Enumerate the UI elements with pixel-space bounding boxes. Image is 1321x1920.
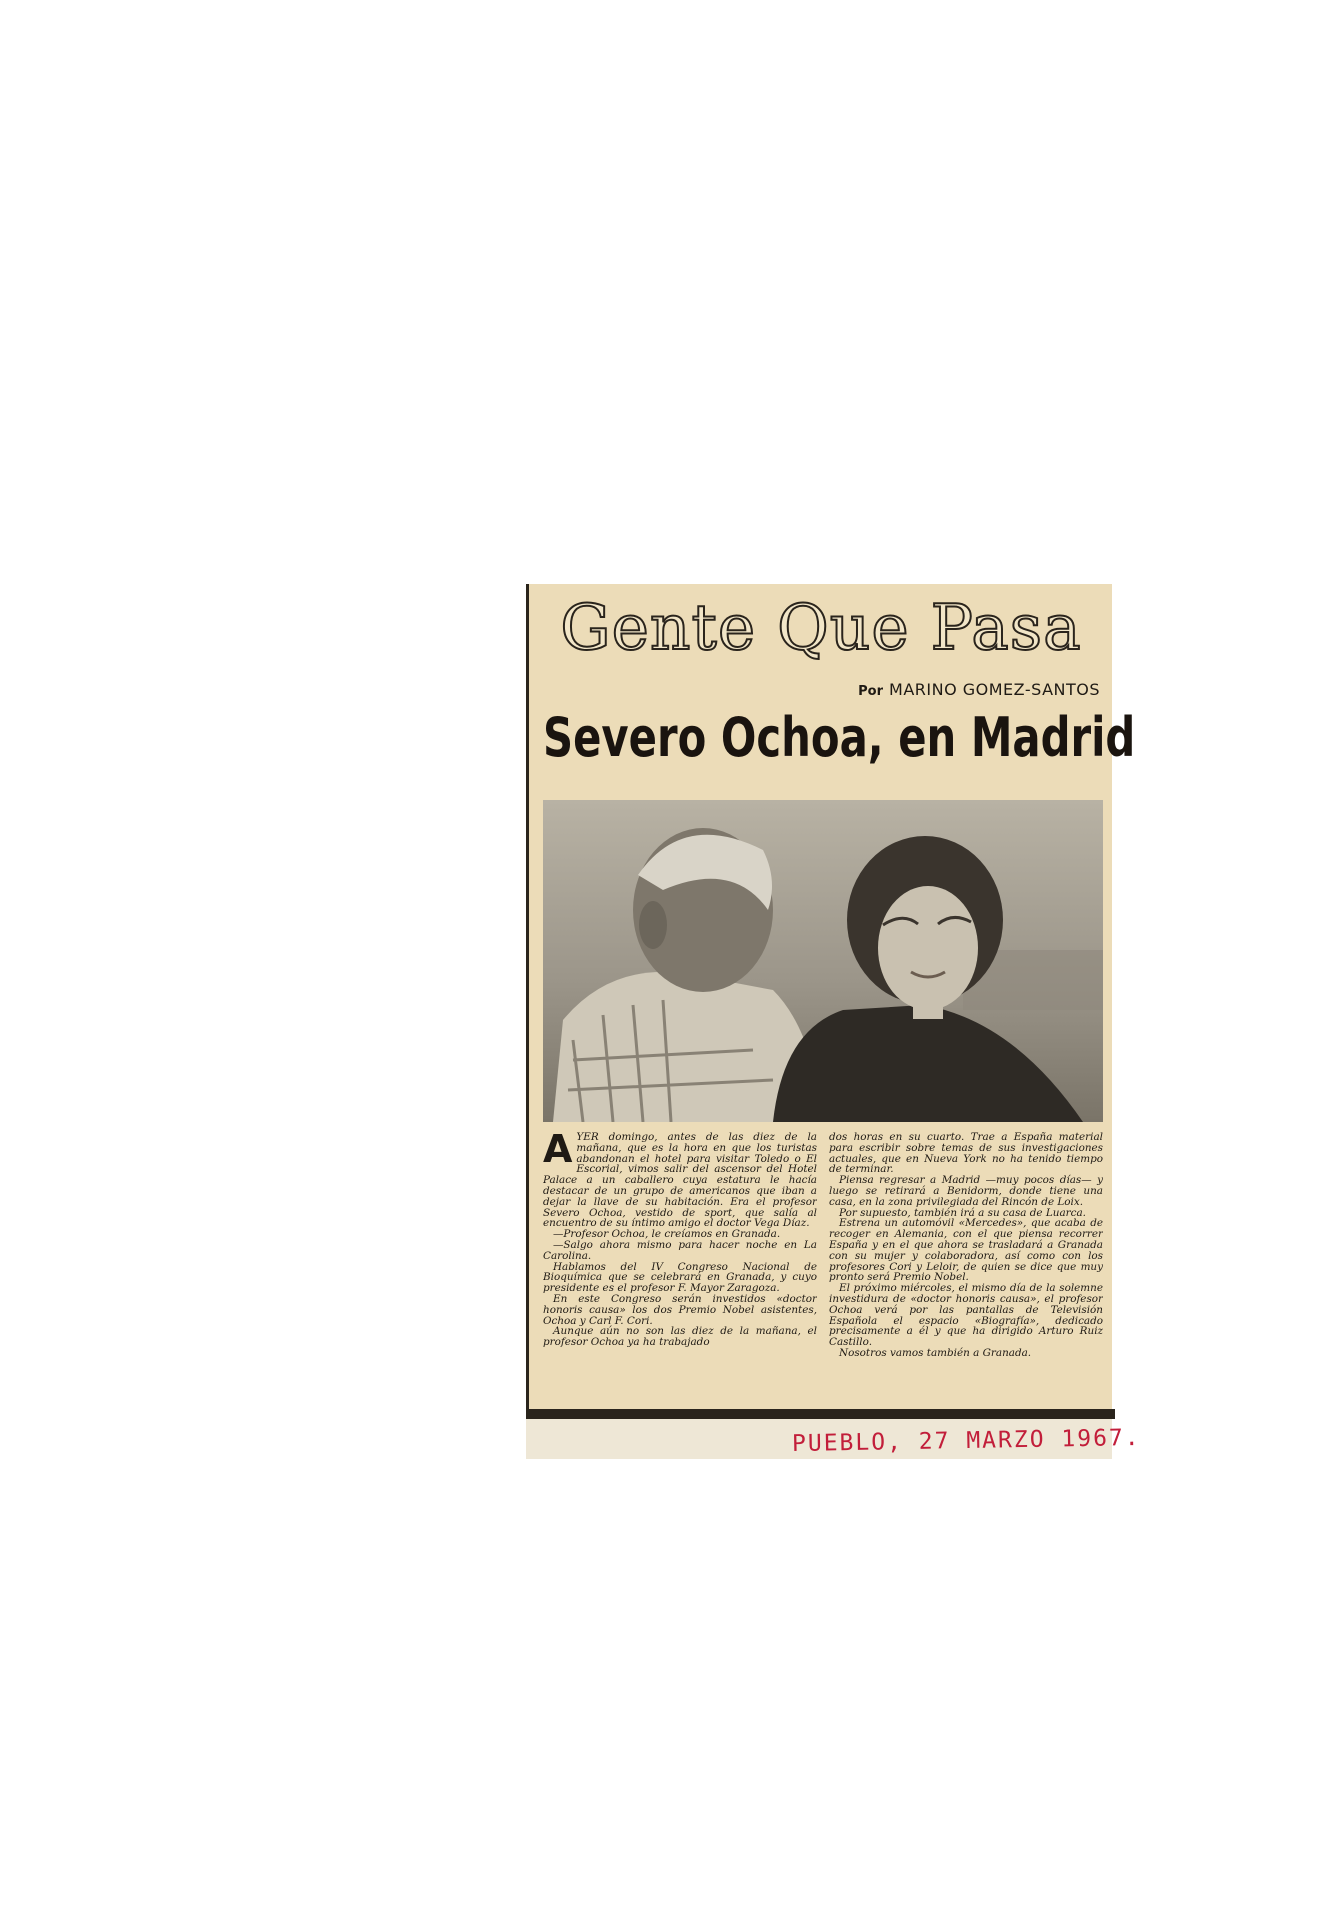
drop-cap: A (543, 1132, 573, 1171)
paragraph: Estrena un automóvil «Mercedes», que acaba de recoger en Alemania, con el que piensa recorrer España y en el que ahora se trasladará a Granada con su mujer y colaboradora, así como con los profesores Cori y Leloir, de quien se dice que muy pronto será Premio Nobel. (829, 1217, 1103, 1284)
handwritten-source-note: PUEBLO, 27 MARZO 1967. (791, 1424, 1141, 1458)
paragraph: Por supuesto, también irá a su casa de Luarca. (839, 1206, 1086, 1219)
section-title: Gente Que Pasa (560, 591, 1082, 664)
paragraph: —Profesor Ochoa, le creíamos en Granada. (553, 1228, 781, 1241)
photo-illustration (543, 800, 1103, 1122)
bottom-rule (529, 1409, 1115, 1419)
article-column-1 (543, 1132, 817, 1400)
article-body (543, 1132, 1103, 1400)
paragraph: Piensa regresar a Madrid —muy pocos días— y luego se retirará a Benidorm, donde tiene una casa, en la zona privilegiada del Rincón de Loix. (829, 1174, 1103, 1208)
paragraph-text: YER domingo, antes de las diez de la mañana, que es la hora en que los turistas abandonan el hotel para visitar Toledo o El Escorial, vimos salir del ascensor del Hotel Palace a un caballero cuya estatura le hacía destacar de un grupo de americanos que iban a dejar la llave de su habitación. Era el profesor Severo Ochoa, vestido de sport, que salía al encuentro de su íntimo amigo el doctor Vega Díaz. (543, 1132, 817, 1230)
byline-author: MARINO GOMEZ-SANTOS (889, 680, 1100, 699)
paragraph: Nosotros vamos también a Granada. (839, 1346, 1032, 1359)
newspaper-clipping (526, 584, 1136, 1419)
byline (858, 680, 1100, 699)
byline-prefix: Por (858, 684, 884, 699)
paragraph: —Salgo ahora mismo para hacer noche en La Carolina. (543, 1238, 817, 1262)
paragraph (543, 1132, 817, 1229)
headline: Severo Ochoa, en Madrid (543, 706, 1136, 769)
article-column-2 (829, 1132, 1103, 1400)
paragraph: Hablamos del IV Congreso Nacional de Bioquímica que se celebrará en Granada, y cuyo presidente es el profesor F. Mayor Zaragoza. (543, 1260, 817, 1295)
paragraph: El próximo miércoles, el mismo día de la solemne investidura de «doctor honoris causa», el profesor Ochoa verá por las pantallas de Televisión Española el espacio «Biografía», dedicado precisamente a él y que ha dirigido Arturo Ruiz Castillo. (829, 1282, 1103, 1349)
article-photo (543, 800, 1103, 1122)
paragraph: Aunque aún no son las diez de la mañana, el profesor Ochoa ya ha trabajado (543, 1325, 817, 1349)
paragraph: En este Congreso serán investidos «doctor honoris causa» los dos Premio Nobel asistentes, Ochoa y Carl F. Cori. (543, 1292, 817, 1327)
paragraph: dos horas en su cuarto. Trae a España material para escribir sobre temas de sus investigaciones actuales, que en Nueva York no ha tenido tiempo de terminar. (829, 1132, 1103, 1176)
